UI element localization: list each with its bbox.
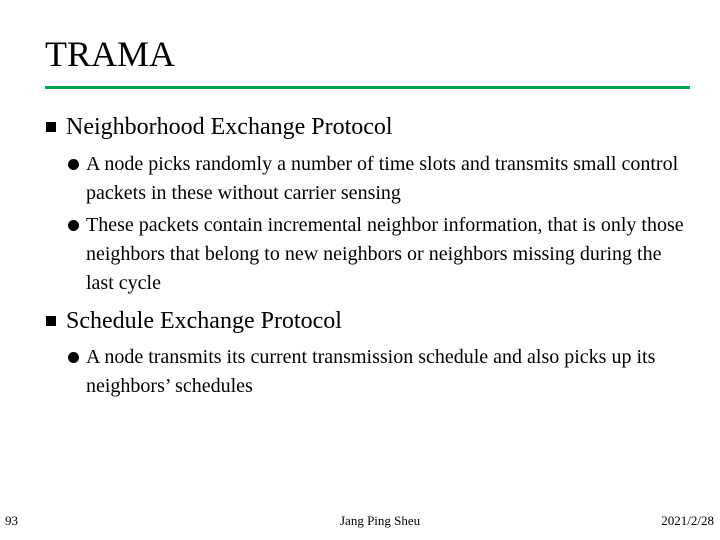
section-heading: Schedule Exchange Protocol bbox=[66, 308, 342, 334]
round-bullet-icon bbox=[68, 159, 79, 170]
section-heading: Neighborhood Exchange Protocol bbox=[66, 114, 393, 140]
bullet-text: A node picks randomly a number of time slots and transmits small control packets in these without carrier sensing bbox=[86, 153, 679, 204]
slide-title: TRAMA bbox=[45, 34, 176, 74]
square-bullet-icon bbox=[46, 122, 56, 132]
square-bullet-icon bbox=[46, 316, 56, 326]
bullet-text: A node transmits its current transmission schedule and also picks up its neighbors’ schedules bbox=[86, 346, 656, 397]
footer-date: 2021/2/28 bbox=[661, 513, 714, 528]
round-bullet-icon bbox=[68, 220, 79, 231]
bullet-text: These packets contain incremental neighbor information, that is only those neighbors that belong to new neighbors or neighbors missing during the last cycle bbox=[86, 214, 684, 294]
round-bullet-icon bbox=[68, 352, 79, 363]
page-number: 93 bbox=[5, 513, 18, 528]
title-divider bbox=[45, 86, 690, 89]
footer-author: Jang Ping Sheu bbox=[340, 513, 421, 528]
